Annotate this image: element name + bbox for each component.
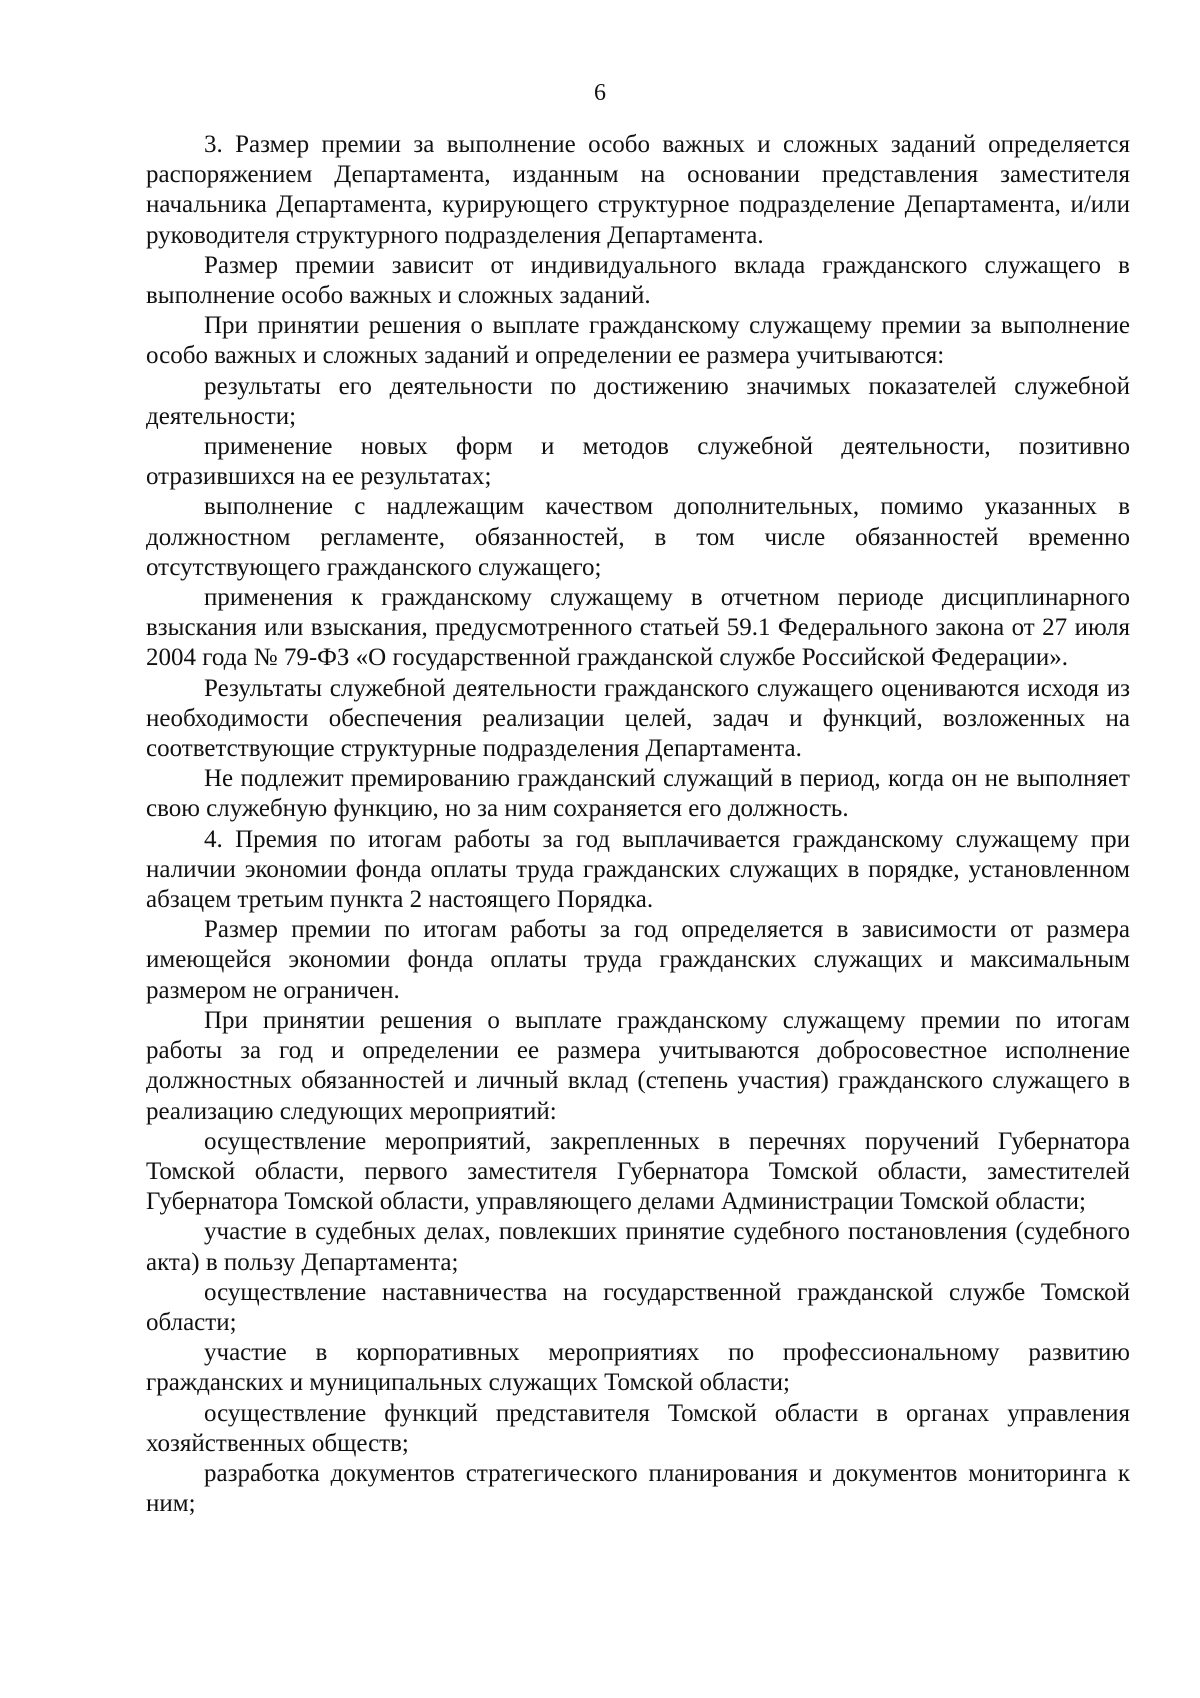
list-item-results: результаты его деятельности по достижению значимых показателей служебной деятельности;	[146, 372, 1130, 430]
paragraph-annual-bonus-size: Размер премии по итогам работы за год определяется в зависимости от размера имеющейся экономии фонда оплаты труда гражданских служащих и максимальным размером не ограничен.	[146, 916, 1130, 1004]
list-item-corporate-events: участие в корпоративных мероприятиях по профессиональному развитию гражданских и муниципальных служащих Томской области;	[146, 1339, 1130, 1397]
list-item-representative: осуществление функций представителя Томской области в органах управления хозяйственных обществ;	[146, 1399, 1130, 1457]
paragraph-annual-decision: При принятии решения о выплате гражданскому служащему премии по итогам работы за год и определении ее размера учитываются добросовестное исполнение должностных обязанностей и личный вклад (степень участия) гражданского служащего в реализацию следующих мероприятий:	[146, 1006, 1130, 1125]
page-number: 6	[594, 80, 606, 106]
paragraph-no-bonus: Не подлежит премированию гражданский служащий в период, когда он не выполняет свою служебную функцию, но за ним сохраняется его должность.	[146, 765, 1130, 823]
paragraph-4-annual-bonus: 4. Премия по итогам работы за год выплачивается гражданскому служащему при наличии экономии фонда оплаты труда гражданских служащих в порядке, установленном абзацем третьим пункта 2 настоящего Порядка.	[146, 825, 1130, 914]
list-item-disciplinary: применения к гражданскому служащему в отчетном периоде дисциплинарного взыскания или взыскания, предусмотренного статьей 59.1 Федерального закона от 27 июля 2004 года № 79-ФЗ «О государственной гражданской службе Российской Федерации».	[146, 584, 1130, 672]
list-item-governor-orders: осуществление мероприятий, закрепленных в перечнях поручений Губернатора Томской области, первого заместителя Губернатора Томской области, заместителей Губернатора Томской области, управляющего делами Администрации Томской области;	[146, 1127, 1130, 1216]
paragraph-3-bonus-size: 3. Размер премии за выполнение особо важных и сложных заданий определяется распоряжением Департамента, изданным на основании представления заместителя начальника Департамента, курирующего структурное подразделение Департамента, и/или руководителя структурного подразделения Департамента.	[146, 131, 1130, 249]
list-item-mentoring: осуществление наставничества на государственной гражданской службе Томской области;	[146, 1278, 1130, 1336]
list-item-strategic-planning: разработка документов стратегического планирования и документов мониторинга к ним;	[146, 1459, 1130, 1518]
list-item-court-cases: участие в судебных делах, повлекших принятие судебного постановления (судебного акта) в пользу Департамента;	[146, 1218, 1130, 1276]
paragraph-decision-factors: При принятии решения о выплате гражданскому служащему премии за выполнение особо важных и сложных заданий и определении ее размера учитываются:	[146, 312, 1130, 370]
paragraph-bonus-depends: Размер премии зависит от индивидуального вклада гражданского служащего в выполнение особо важных и сложных заданий.	[146, 251, 1130, 310]
list-item-additional-duties: выполнение с надлежащим качеством дополнительных, помимо указанных в должностном регламенте, обязанностей, в том числе обязанностей временно отсутствующего гражданского служащего;	[146, 493, 1130, 581]
document-body	[146, 130, 1130, 1519]
paragraph-evaluation: Результаты служебной деятельности гражданского служащего оцениваются исходя из необходимости обеспечения реализации целей, задач и функций, возложенных на соответствующие структурные подразделения Департамента.	[146, 674, 1130, 763]
list-item-new-methods: применение новых форм и методов служебной деятельности, позитивно отразившихся на ее результатах;	[146, 433, 1130, 491]
